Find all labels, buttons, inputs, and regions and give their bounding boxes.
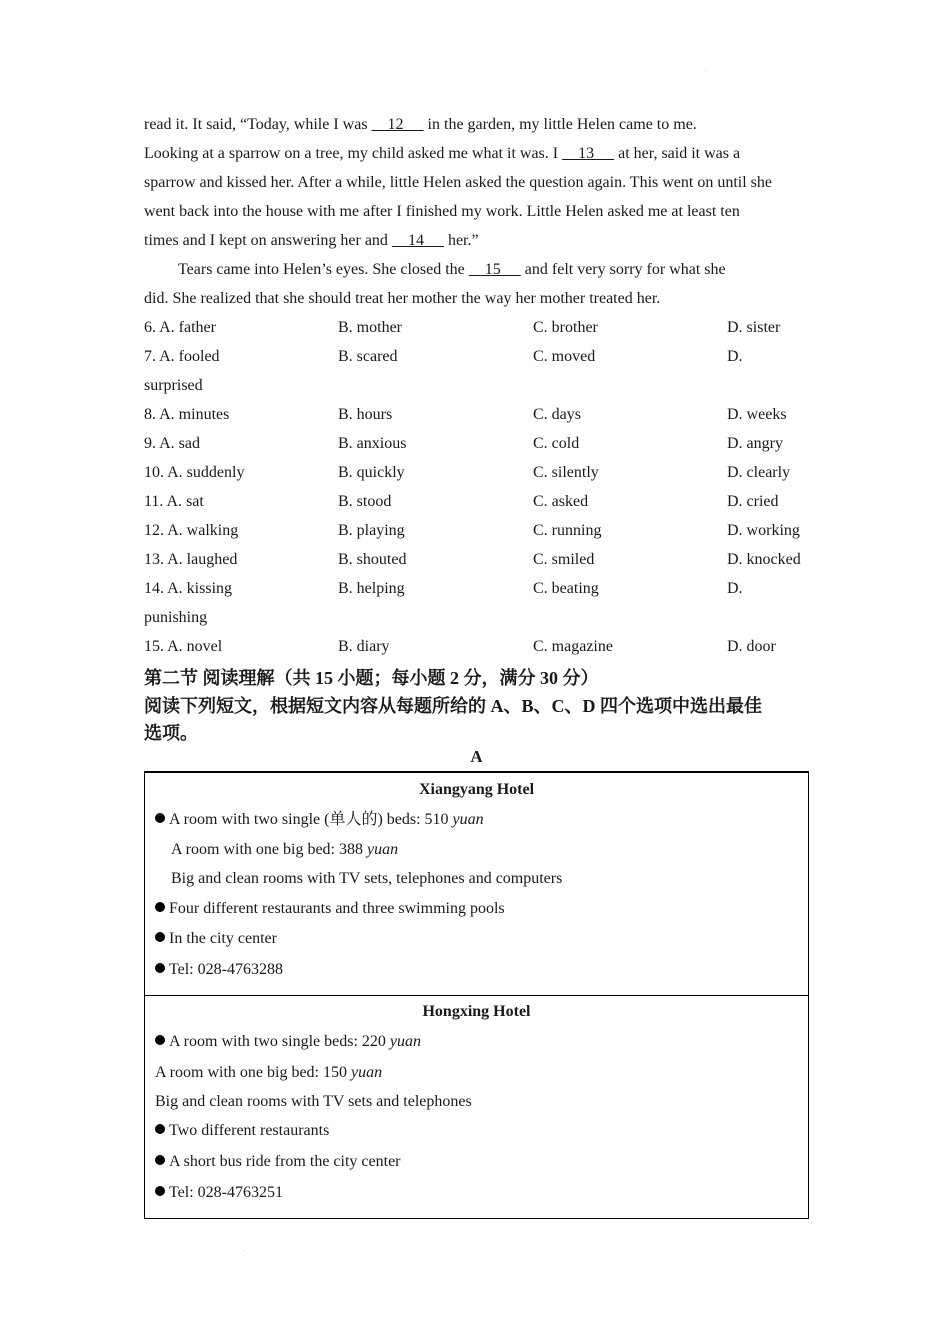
hotel-info-row: Four different restaurants and three swimming pools <box>155 899 505 919</box>
option-text: 12. A. walking <box>144 522 239 539</box>
passage-line-6 <box>178 260 726 280</box>
hotel-name: Xiangyang Hotel <box>418 781 535 798</box>
option-text: B. mother <box>338 319 402 336</box>
option-text: B. quickly <box>338 464 405 481</box>
bullet-icon <box>155 963 165 973</box>
option-text: B. shouted <box>338 551 407 568</box>
hotel-name: Hongxing Hotel <box>422 1003 531 1020</box>
option-text: C. running <box>533 522 602 539</box>
passage-text: her.” <box>443 232 479 249</box>
option-text: C. magazine <box>533 638 613 655</box>
scan-speck <box>243 1250 244 1251</box>
option-text: 10. A. suddenly <box>144 464 245 481</box>
bullet-icon <box>155 1035 165 1045</box>
scan-speck <box>705 70 706 71</box>
passage-line-7: did. She realized that she should treat her mother the way her mother treated her. <box>144 290 661 307</box>
option-text: 13. A. laughed <box>144 551 238 568</box>
bullet-icon <box>155 932 165 942</box>
option-text: C. silently <box>533 464 599 481</box>
hotel-info-row: Big and clean rooms with TV sets and telephones <box>155 1093 472 1110</box>
passage-text: read it. It said, “Today, while I was <box>144 116 372 133</box>
passage-line-2 <box>144 144 740 164</box>
blank-12: 12 <box>371 116 424 133</box>
option-text: B. anxious <box>338 435 407 452</box>
option-text: surprised <box>144 377 203 394</box>
option-text: 11. A. sat <box>144 493 204 510</box>
bullet-icon <box>155 1124 165 1134</box>
hotel-info-row: Two different restaurants <box>155 1121 329 1141</box>
option-text: B. stood <box>338 493 392 510</box>
option-text: C. brother <box>533 319 598 336</box>
option-text: B. hours <box>338 406 393 423</box>
option-text: D. <box>727 348 743 365</box>
hotel-info-row: A room with one big bed: 150 yuan <box>155 1064 383 1081</box>
option-text: C. cold <box>533 435 580 452</box>
passage-label: A <box>470 747 483 766</box>
blank-15: 15 <box>468 261 521 278</box>
bullet-icon <box>155 813 165 823</box>
table-divider <box>145 995 808 996</box>
option-text: C. beating <box>533 580 599 597</box>
option-text: D. sister <box>727 319 781 336</box>
blank-13: 13 <box>562 145 615 162</box>
option-text: B. playing <box>338 522 405 539</box>
option-text: 8. A. minutes <box>144 406 230 423</box>
section-heading: 第二节 阅读理解（共 15 小题；每小题 2 分，满分 30 分） <box>144 668 599 688</box>
option-text: D. door <box>727 638 776 655</box>
hotel-info-row: A room with two single (单人的) beds: 510 yuan <box>155 810 484 830</box>
hotel-table <box>144 771 809 1219</box>
option-text: C. smiled <box>533 551 595 568</box>
option-text: 7. A. fooled <box>144 348 220 365</box>
option-text: D. <box>727 580 743 597</box>
passage-text: and felt very sorry for what she <box>520 261 726 278</box>
option-text: D. weeks <box>727 406 787 423</box>
option-text: 6. A. father <box>144 319 216 336</box>
option-text: 15. A. novel <box>144 638 223 655</box>
section-instruction-cont: 选项。 <box>144 723 198 743</box>
passage-line-1 <box>144 115 697 135</box>
passage-line-5 <box>144 231 479 251</box>
passage-text: Looking at a sparrow on a tree, my child asked me what it was. I <box>144 145 563 162</box>
option-text: B. helping <box>338 580 405 597</box>
hotel-info-row: In the city center <box>155 929 277 949</box>
option-text: D. knocked <box>727 551 801 568</box>
option-text: 14. A. kissing <box>144 580 233 597</box>
option-text: punishing <box>144 609 208 626</box>
passage-line-4: went back into the house with me after I finished my work. Little Helen asked me at least ten <box>144 203 740 220</box>
bullet-icon <box>155 1186 165 1196</box>
option-text: D. clearly <box>727 464 791 481</box>
option-text: C. days <box>533 406 581 423</box>
passage-line-3: sparrow and kissed her. After a while, little Helen asked the question again. This went on until she <box>144 174 773 191</box>
hotel-info-row: A short bus ride from the city center <box>155 1152 401 1172</box>
hotel-info-row: Big and clean rooms with TV sets, telephones and computers <box>171 870 563 887</box>
hotel-info-row: Tel: 028-4763251 <box>155 1183 283 1203</box>
option-text: D. working <box>727 522 800 539</box>
hotel-info-row: A room with two single beds: 220 yuan <box>155 1032 421 1052</box>
option-text: D. cried <box>727 493 779 510</box>
bullet-icon <box>155 902 165 912</box>
passage-text: Tears came into Helen’s eyes. She closed the <box>178 261 469 278</box>
option-text: C. moved <box>533 348 596 365</box>
option-text: 9. A. sad <box>144 435 200 452</box>
option-text: B. scared <box>338 348 398 365</box>
option-text: B. diary <box>338 638 390 655</box>
passage-text: times and I kept on answering her and <box>144 232 392 249</box>
hotel-info-row: Tel: 028-4763288 <box>155 960 283 980</box>
bullet-icon <box>155 1155 165 1165</box>
option-text: C. asked <box>533 493 589 510</box>
hotel-info-row: A room with one big bed: 388 yuan <box>171 841 399 858</box>
section-instruction: 阅读下列短文，根据短文内容从每题所给的 A、B、C、D 四个选项中选出最佳 <box>144 696 762 716</box>
option-text: D. angry <box>727 435 783 452</box>
passage-text: at her, said it was a <box>614 145 741 162</box>
passage-text: in the garden, my little Helen came to me. <box>423 116 697 133</box>
blank-14: 14 <box>391 232 444 249</box>
